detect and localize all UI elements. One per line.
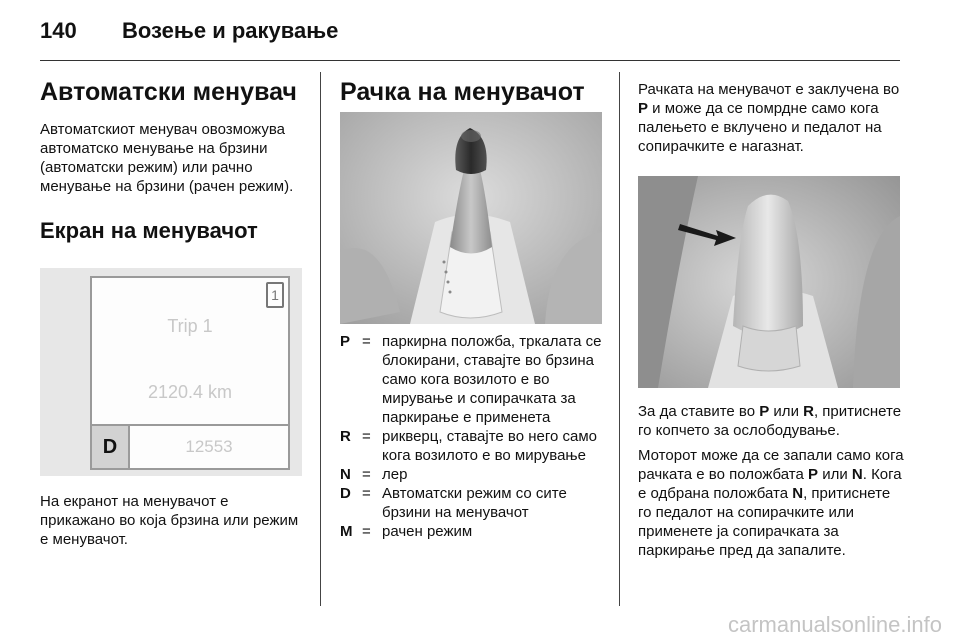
right-column (638, 80, 904, 156)
legend-key: N (340, 466, 351, 483)
lock-paragraph (638, 80, 904, 156)
gear-key-n: N (851, 466, 863, 483)
gear-key-p: P (759, 403, 770, 420)
text-run: и може да се помрдне само кога палењето е вклучено и педалот на сопирачките е нагазнат. (638, 100, 882, 155)
text-run: , притиснете го копчето за ослободување. (638, 403, 902, 439)
text-run: . Кога е одбрана положбата (638, 466, 902, 502)
trip-distance: 2120.4 km (147, 382, 233, 402)
legend-row (340, 522, 602, 541)
lever-heading: Рачка на менувачот (340, 78, 585, 106)
legend-equals: = (362, 333, 371, 350)
legend-row (340, 465, 602, 484)
gear-legend (340, 332, 602, 541)
text-run: или (818, 466, 852, 483)
legend-equals: = (362, 523, 371, 540)
intro-paragraph: Автоматскиот менувач овозможува автоматско менување на брзини (автоматски режим) или рачно менување на брзини (рачен режим). (40, 121, 294, 195)
release-button-image (638, 176, 900, 388)
watermark: carmanualsonline.info (727, 612, 942, 637)
text-run: За да ставите во (638, 403, 760, 420)
header-rule (40, 60, 900, 61)
gear-key-r: R (803, 403, 814, 420)
gear-lever-image (340, 112, 602, 324)
text-run: Рачката на менувачот е заклучена во (638, 81, 900, 98)
start-paragraph (638, 446, 904, 560)
legend-text: Автоматски режим со сите брзини на менувачот (382, 485, 567, 521)
legend-key: P (340, 333, 351, 350)
legend-row (340, 427, 602, 465)
legend-text: лер (382, 466, 408, 483)
page-number: 140 (40, 18, 77, 43)
middle-column (340, 72, 605, 108)
display-caption: На екранот на менувачот е прикажано во која брзина или режим е менувачот. (40, 493, 299, 548)
subsection-heading: Екран на менувачот (40, 218, 258, 243)
gear-key-n: N (792, 485, 804, 502)
legend-text: рачен режим (382, 523, 473, 540)
text-run: или (769, 403, 804, 420)
display-screen (90, 276, 290, 470)
text-run: Моторот може да се запали само кога рачката е во положбата (638, 447, 904, 483)
caption-block (40, 492, 306, 549)
odometer-value: 12553 (185, 437, 233, 456)
gear-display-illustration (40, 268, 302, 476)
gear-indicator: D (92, 426, 130, 468)
right-column-lower (638, 402, 904, 560)
release-button-photo (638, 176, 900, 388)
column-divider-1 (320, 72, 321, 606)
page-header (0, 0, 960, 62)
gear-key-p: P (808, 466, 819, 483)
column-divider-2 (619, 72, 620, 606)
legend-equals: = (362, 466, 371, 483)
shift-paragraph (638, 402, 904, 440)
legend-row (340, 484, 602, 522)
legend-key: R (340, 428, 351, 445)
legend-key: D (340, 485, 351, 502)
gear-lever-photo (340, 112, 602, 324)
legend-key: M (340, 523, 353, 540)
text-run: , притиснете го педалот на сопирачките или применете ја сопирачката за паркирање пред да запалите. (638, 485, 891, 559)
legend-text: рикверц, ставајте во него само кога возилото е во мирување (382, 428, 598, 464)
trip-number-icon: 1 (266, 282, 284, 308)
legend-equals: = (362, 485, 371, 502)
section-heading: Автоматски менувач (40, 78, 297, 106)
legend-row (340, 332, 602, 427)
legend-equals: = (362, 428, 371, 445)
left-column (40, 72, 306, 246)
chapter-title: Возење и ракување (122, 18, 339, 43)
trip-label: Trip 1 (167, 316, 213, 336)
gear-key-p: P (638, 100, 649, 117)
legend-text: паркирна положба, тркалата се блокирани, ставајте во брзина само кога возилото е во мирување и сопирачката за паркирање е применета (382, 333, 602, 426)
